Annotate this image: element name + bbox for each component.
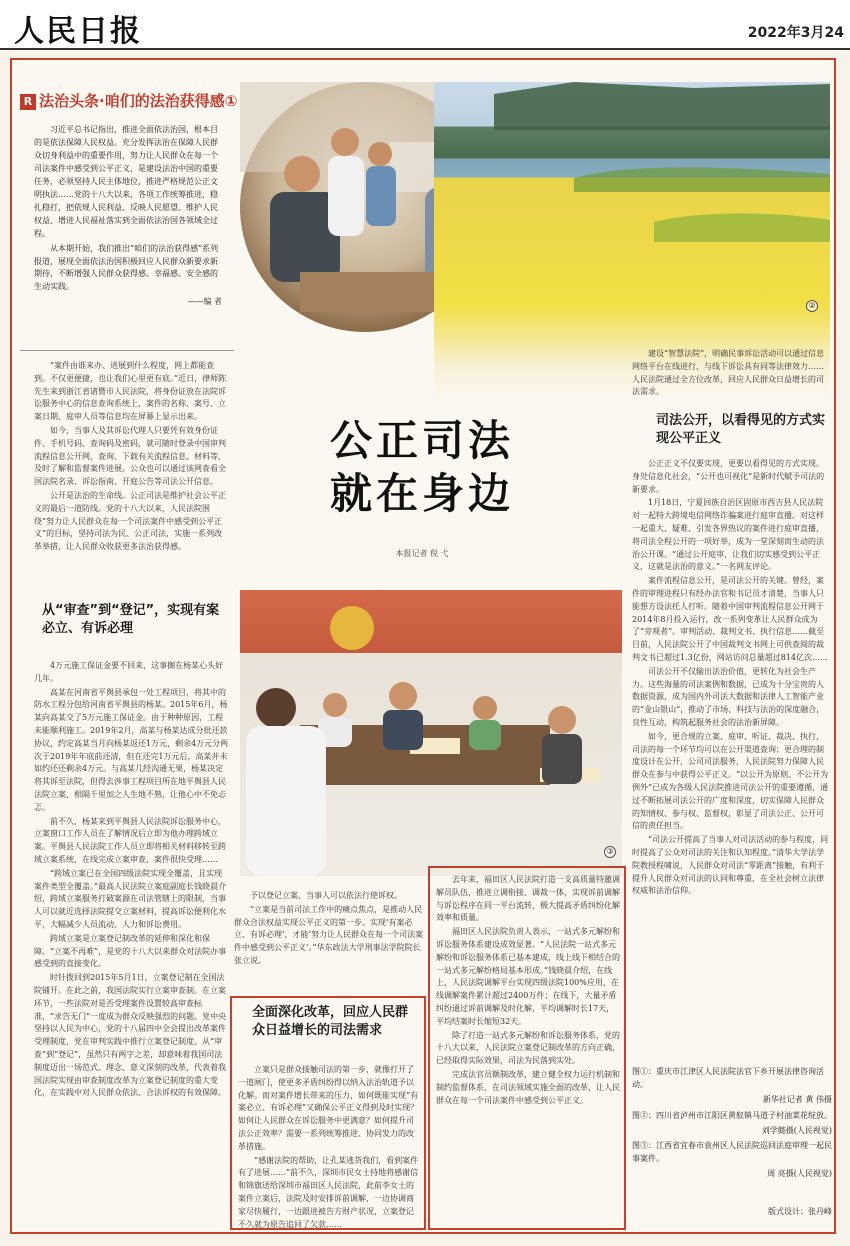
paragraph: 1月18日，宁夏回族自治区固原市西吉县人民法院对一起特大跨境电信网络诈骗案进行庭审直播。对这样一起重大、疑难、引发各界热议的案件进行庭审直播，将司法全程公开的一项好举，成为一堂深刻而生动的法治公开课。“通过公开庭审，让我们切实感受到公平正义，这就是法治的意义。”一名网友评论。: [632, 498, 824, 572]
caption-line: 图③：江西省宜春市袁州区人民法院巡回法庭审理一起民事案件。: [632, 1140, 832, 1164]
article-column-2-top: [234, 890, 424, 992]
subheading-registration: 从“审查”到“登记”，实现有案必立、有诉必理: [42, 603, 220, 637]
paragraph: “感谢法院的帮助，让孔某逃货我们，看到案件有了进展……”前不久，深圳市民女士持地将感谢信和锦旗送给深圳市福田区人民法院，此前李女士的案件立案后，法院及时安排诉前调解，一边协调商家尽快履行，一边跟进被告方财产状况，立案登记不久就为原告追回了欠款……: [238, 1155, 419, 1229]
divider: [20, 350, 234, 351]
photo-number: ③: [604, 846, 616, 858]
subheading-judicial-openness: 司法公开，以看得见的方式实现公平正义: [656, 413, 826, 447]
newspaper-logo: 人民日报: [14, 14, 142, 49]
photo-credit: 刘学懿摄(人民视觉): [761, 1125, 832, 1135]
subheading-deepen-reform: 全面深化改革，回应人民群众日益增长的司法需求: [252, 1005, 409, 1039]
photo-3-illustration: [240, 590, 622, 876]
paragraph: 立案只是群众接触司法的第一步，就像打开了一道闸门，使更多矛盾纠纷得以纳入法治轨道予以化解。而对案件增长带来的压力，如何既能实现“有案必立、有诉必理”又确保公平正义得到及时实现？如何让人民群众在诉讼服务中更满意？如何提升司法公正效率？需要一系列统筹推进、协同发力的改革措施。: [238, 1065, 419, 1151]
editor-sign: ——编 者: [187, 297, 222, 307]
article-column-2-box: [238, 1064, 420, 1229]
paragraph: 4万元施工保证金要不回来，这事搁在杨某心头好几年。: [34, 661, 224, 683]
photo-captions: [632, 1065, 832, 1183]
paragraph: 如今，当事人及其诉讼代理人只要凭有效身份证件、手机号码、查询码及密码，就可随时登录中国审判流程信息公开网，查询、下载有关流程信息、材料等，及时了解和监督案件进展。公众也可以通过该网查看全国法院名录、诉讼指南、开庭公告等司法公开信息。: [34, 425, 226, 487]
paragraph: 跨域立案是立案登记制改革的延伸和深化和保障。“立案不再难”，是党的十八大以来群众对法院办事感受到的直接变化。: [34, 933, 227, 969]
paragraph: 公开是法治的生命线。公正司法是维护社会公平正义的最后一道防线。党的十八大以来，人民法院围绕“努力让人民群众在每一个司法案件中感受到公平正义”的目标，坚持司法为民、公正司法，实施一系列改革举措，让人民群众收获更多法治获得感。: [34, 490, 226, 552]
layout-credit: 版式设计：张丹峰: [768, 1207, 832, 1216]
paragraph: 予以登记立案，当事人可以依法行使诉权。: [250, 891, 402, 900]
headline-line-2: 就在身边: [329, 468, 514, 518]
editor-intro: [34, 124, 222, 309]
intro-paragraph: 习近平总书记指出，推进全面依法治国，根本目的是依法保障人民权益。充分发挥法治在保障人民群众切身利益中的重要作用，努力让人民群众在每一个司法案件中感受到公平正义，是建设法治中国的重要任务，必须坚持人民主体地位，推进严格规范公正文明执法……党的十八大以来，各项工作统筹推进，稳扎稳打，把依规人民利益、反映人民愿望、维护人民权益、增进人民福祉落实到全面依法治国各领域全过程。: [34, 125, 218, 238]
photo-circuit-court: [240, 590, 622, 876]
caption-line: 图②：四川省泸州市江阳区黄舣镇马道子村油菜花绽放。: [632, 1110, 832, 1120]
paragraph: 完成法官员额制改革，建立健全权力运行机制和制约监督体系，在司法领域实施全面的改革，让人民群众在每一个司法案件中感受到公平正义。: [436, 1069, 620, 1105]
photo-number: ②: [806, 300, 818, 312]
masthead: [0, 0, 850, 50]
paragraph: 公正正义不仅要实现，更要以看得见的方式实现。身处信息化社会，“公开也可视化”是新时代赋予司法的新要求。: [632, 459, 825, 494]
article-column-1-bottom: [34, 660, 230, 1228]
paragraph: 高某在河南省平舆县承包一处工程项目，将其中的防水工程分包给河南省平舆县的杨某。2015年6月，杨某向高某交了5万元施工保证金。由于种种原因，工程未能顺利施工。2019年2月，高某与杨某达成分批还款协议，约定高某当月向杨某返还1万元，剩余4万元分两次于2019年年底前还清，但在还完1万元后，高某并未如约还还剩余4万元。与高某几经沟通无果，杨某决定将其诉至法院，但得去涉事工程项目所在地平舆县人民法院立案，相隔千里加之人生地不熟，让他心中不免忐忑。: [34, 687, 229, 812]
paragraph: 去年来，福田区人民法院打造一支高质量特邀调解员队伍，推进立调衔接、调裁一体，实现诉前调解与诉讼程序在同一平台流转，极大提高矛盾纠纷化解效率和质量。: [436, 875, 620, 923]
paragraph: 前不久，杨某来到平舆县人民法院诉讼服务中心，立案窗口工作人员在了解情况后立即为他办理跨域立案。平舆县人民法院工作人员立即将相关材料移转至跨域立案系统，在线完成立案审查，案件很快受理……: [34, 816, 226, 864]
series-title: 法治头条·咱们的法治获得感①: [39, 92, 238, 110]
intro-paragraph: 从本期开始，我们推出“咱们的法治获得感”系列报道，展现全面依法治国积极回应人民群众新要求新期待，不断增强人民群众获得感、幸福感、安全感的生动实践。: [34, 243, 219, 292]
paragraph: 时针拨回到2015年5月1日，立案登记制在全国法院铺开。在此之前，我国法院实行立案审查制。在立案环节，一些法院对是否受理案件设置较高审查标准，“求告无门”一度成为群众反映强烈的问题。党中央坚持以人民为中心，党的十八届四中全会提出改革案件受理制度，党在审判实践中推行立案登记制度。从“审查”到“登记”，虽然只有两字之差，却意味着我国司法制度迈出一场范式、理念、意义深刻的改革，代表着我国法院实现由审查制度改革为立案登记制度的重大变化，在实践中对人民群众依法、合法诉权的有效保障。: [34, 973, 227, 1098]
issue-date: 2022年3月24: [747, 25, 844, 41]
headline-line-1: 公正司法: [329, 416, 514, 465]
paragraph: “案件由谁来办、进展到什么程度，网上都能查到。不仅更便捷，也让我们心里更有底。”近日，律师陈先生来到浙江省诸暨市人民法院，将身份证放在法院诉讼服务中心的信息查询系统上，案件的名称、案号、立案日期、庭审人员等信息均在屏幕上显示出来。: [34, 361, 227, 422]
paragraph: 福田区人民法院负责人表示，一站式多元解纷和诉讼服务体系建设成效显著。“人民法院一站式多元解纷和诉讼服务体系已基本建成，线上线下相结合的一站式多元解纷格局基本形成。”钱晓晨介绍，在线上，人民法院调解平台实现四级法院100%应用，在线调解案件累计超过2400万件；在线下，大量矛盾纠纷通过诉前调解及时化解，平均调解时长17天，平均结案时长缩短32天。: [436, 927, 620, 1026]
main-headline: [302, 415, 542, 520]
paragraph: “司法公开提高了当事人对司法活动的参与程度，同时提高了公众对司法的关注和认知程度。”清华大学法学院教授程啸说，人民群众对司法“零距离”接触，有利于提升人民群众对司法的认同和尊重，在全社会树立法律权威和法治信仰。: [632, 835, 829, 896]
photo-credit: 新华社记者 黄 伟摄: [762, 1095, 832, 1105]
paragraph: “立案是当前司法工作中的痛点焦点，是推动人民群众合法权益实现公平正义的第一步。实现‘有案必立、有诉必理’，才能‘努力让人民群众在每一个司法案件中感受到公平正义’。”华东政法大学刑事法学院院长张立说。: [234, 904, 424, 965]
paragraph: 司法公开不仅输出法治价值，更转化为社会生产力。这些海量的司法案例和数据，已成为十分宝贵的人数据资源，成为国内外司法大数据和法律人工智能产业的“金山银山”，推动了市场、科技与法治的深度融合，良性互动，构筑起服务社会的法治新屏障。: [632, 666, 825, 727]
article-column-4-bottom: [632, 458, 830, 1058]
article-column-3-box: [436, 874, 620, 1224]
article-column-4-top: [632, 348, 830, 400]
caption-line: 图①：重庆市江津区人民法院法官下乡开展法律咨询活动。: [632, 1067, 824, 1090]
byline: 本报记者 倪 弋: [395, 549, 449, 558]
series-badge: R: [20, 94, 36, 110]
paragraph: 建设“智慧法院”，明确民事诉讼活动可以通过信息网络平台在线进行，与线下诉讼具有同等法律效力……人民法院通过全方位改革，回应人民群众日益增长的司法需求。: [632, 349, 825, 397]
photo-credit: 周 亮摄(人民视觉): [767, 1169, 832, 1179]
paragraph: 案件流程信息公开，是司法公开的关键。曾经，案件的审理进程只有经办法官和书记员才清楚，当事人只能想方设法托人打听。随着中国审判流程信息公开网于2014年8月投入运行，改一系列变革让人民群众成为了“旁观者”。审判活动、裁判文书、执行信息……截至目前，人民法院公开了中国裁判文书网上可供查阅的裁判文书已超过1.3亿份，网站访问总量超过814亿次……: [632, 576, 828, 662]
feature-frame: [10, 58, 836, 1234]
paragraph: “跨域立案已在全国四级法院实现全覆盖，且实现案件类型全覆盖。”最高人民法院立案庭副庭长钱晓晨介绍，跨域立案服务打破案源在司法管辖上的限制，当事人可以就近选择法院提交立案材料，提高诉讼便利化水平，大幅减少人员流动、人力和诉讼费用。: [34, 868, 227, 929]
paragraph: 除了打造一站式多元解纷和诉讼服务体系，党的十八大以来，人民法院立案登记制改革的方向正确，已经取得实际效果，司法为民落到实处。: [436, 1030, 620, 1066]
paragraph: 如今，更合规的立案、庭审、听证、裁决、执行，司法的每一个环节均可以在公开渠道查询；更合理的制度设计在公开，公司司法服务，人民法院努力保障人民群众在参与中获得公平正义。“以公开为原则、不公开为例外”已成为各级人民法院推进司法公开的重要遵循，通过不断拓展司法公开的广度和深度，切实保障人民群众的知情权、参与权、监督权，彰显了司法公正、公开可信的责任担当。: [632, 731, 829, 831]
article-column-1-top: [34, 360, 230, 622]
